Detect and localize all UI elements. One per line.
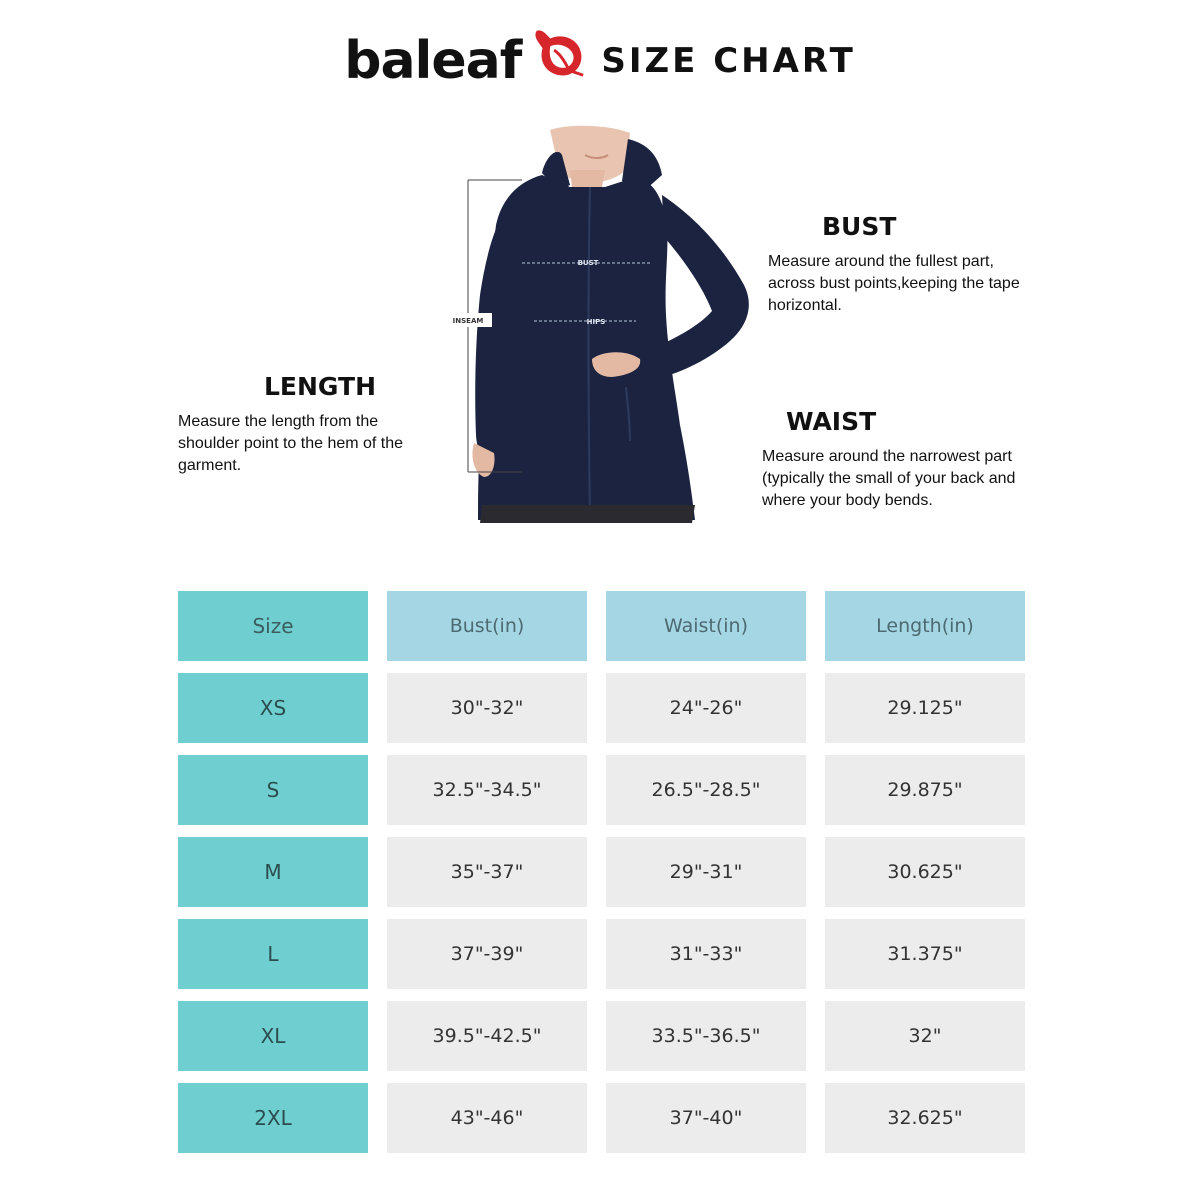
size-cell: XS: [178, 673, 368, 743]
page-title: SIZE CHART: [601, 41, 856, 81]
length-cell: 32.625": [825, 1083, 1025, 1153]
waist-cell: 33.5"-36.5": [606, 1001, 806, 1071]
bust-cell: 30"-32": [387, 673, 587, 743]
size-cell: L: [178, 919, 368, 989]
length-heading: LENGTH: [264, 372, 376, 401]
header-bust: Bust(in): [387, 591, 587, 661]
bust-cell: 35"-37": [387, 837, 587, 907]
size-cell: M: [178, 837, 368, 907]
waist-cell: 29"-31": [606, 837, 806, 907]
length-cell: 30.625": [825, 837, 1025, 907]
bust-line-label: BUST: [577, 259, 599, 267]
leaf-logo-icon: [529, 25, 587, 83]
bust-cell: 32.5"-34.5": [387, 755, 587, 825]
bust-cell: 39.5"-42.5": [387, 1001, 587, 1071]
size-table: [178, 591, 1026, 1153]
bust-cell: 43"-46": [387, 1083, 587, 1153]
length-cell: 32": [825, 1001, 1025, 1071]
hips-line-label: HIPS: [586, 318, 606, 326]
header-waist: Waist(in): [606, 591, 806, 661]
waist-text: Measure around the narrowest part (typically the small of your back and where your body bends.: [762, 448, 1016, 509]
bust-cell: 37"-39": [387, 919, 587, 989]
length-text: Measure the length from the shoulder point to the hem of the garment.: [178, 413, 404, 474]
size-cell: S: [178, 755, 368, 825]
length-cell: 29.875": [825, 755, 1025, 825]
inseam-label: INSEAM: [452, 317, 484, 325]
waist-cell: 26.5"-28.5": [606, 755, 806, 825]
size-cell: XL: [178, 1001, 368, 1071]
length-cell: 29.125": [825, 673, 1025, 743]
brand-logo-text: baleaf: [344, 31, 522, 91]
waist-cell: 37"-40": [606, 1083, 806, 1153]
size-cell: 2XL: [178, 1083, 368, 1153]
waist-cell: 24"-26": [606, 673, 806, 743]
waist-description: [762, 407, 1042, 512]
bust-heading: BUST: [822, 212, 897, 241]
page-header: [0, 26, 1200, 96]
bust-text: Measure around the fullest part, across bust points,keeping the tape horizontal.: [768, 253, 1020, 314]
header-length: Length(in): [825, 591, 1025, 661]
waist-heading: WAIST: [786, 407, 877, 436]
length-description: [178, 372, 413, 477]
length-cell: 31.375": [825, 919, 1025, 989]
waist-cell: 31"-33": [606, 919, 806, 989]
bust-description: [768, 212, 1033, 317]
header-size: Size: [178, 591, 368, 661]
jacket-model-illustration: [430, 125, 760, 525]
